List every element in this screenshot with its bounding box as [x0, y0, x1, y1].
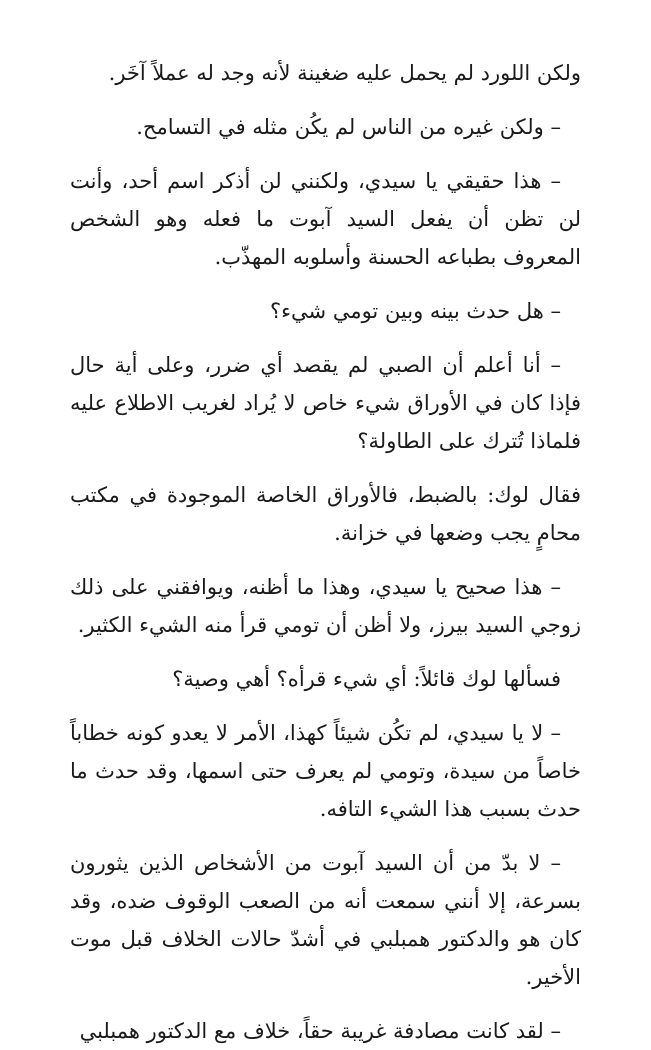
paragraph-3: – هذا حقيقي يا سيدي، ولكنني لن أذكر اسم أحد، وأنت لن تظن أن يفعل السيد آبوت ما فعله وهو الشخص المعروف بطباعه الحسنة وأسلوبه المهذّب. — [70, 169, 581, 269]
paragraph-7: – هذا صحيح يا سيدي، وهذا ما أظنه، ويوافقني على ذلك زوجي السيد بيرز، ولا أظن أن تومي قرأ منه الشيء الكثير. — [70, 575, 581, 637]
paragraph-4: – هل حدث بينه وبين تومي شيء؟ — [270, 299, 561, 323]
paragraph-2: – ولكن غيره من الناس لم يكُن مثله في التسامح. — [136, 115, 561, 139]
paragraph-1: ولكن اللورد لم يحمل عليه ضغينة لأنه وجد له عملاً آخَر. — [108, 61, 581, 85]
paragraph-9: – لا يا سيدي، لم تكُن شيئاً كهذا، الأمر لا يعدو كونه خطاباً خاصاً من سيدة، وتومي لم يعرف حتى اسمها، وقد حدث ما حدث بسبب هذا الشيء التافه. — [70, 721, 581, 821]
paragraph-8: فسألها لوك قائلاً: أي شيء قرأه؟ أهي وصية؟ — [172, 667, 561, 691]
paragraph-10: – لا بدّ من أن السيد آبوت من الأشخاص الذين يثورون بسرعة، إلا أنني سمعت أنه من الصعب الوقوف ضده، وقد كان هو والدكتور همبلبي في أشدّ حالات الخلاف قبل موت الأخير. — [70, 851, 581, 989]
paragraph-5: – أنا أعلم أن الصبي لم يقصد أي ضرر، وعلى أية حال فإذا كان في الأوراق شيء خاص لا يُراد لغريب الاطلاع عليه فلماذا تُترك على الطاولة؟ — [70, 353, 581, 453]
paragraph-11: – لقد كانت مصادفة غريبة حقاً، خلاف مع الدكتور همبلبي — [79, 1019, 561, 1043]
paragraph-6: فقال لوك: بالضبط، فالأوراق الخاصة الموجودة في مكتب محامٍ يجب وضعها في خزانة. — [70, 483, 581, 545]
